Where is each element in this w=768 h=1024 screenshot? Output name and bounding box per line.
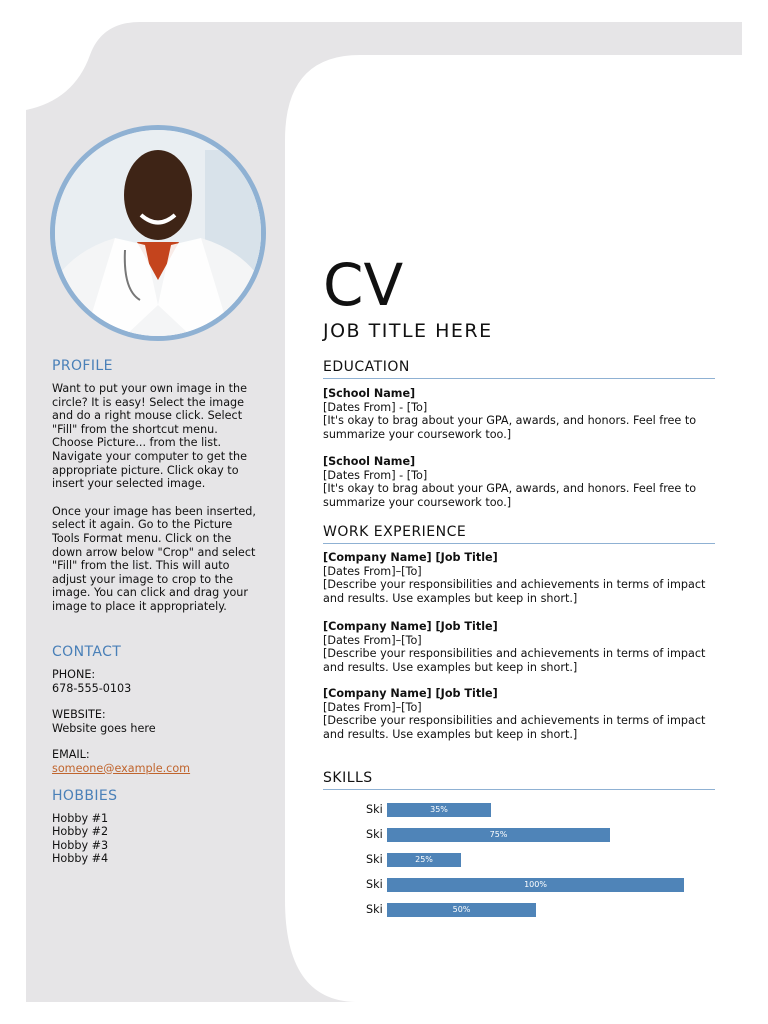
- education-desc: summarize your coursework too.]: [323, 495, 512, 509]
- work-desc: and results. Use examples but keep in short.]: [323, 591, 578, 605]
- skill-percent-label: 100%: [524, 880, 547, 889]
- hobby-item: Hobby #3: [52, 838, 109, 852]
- email-link[interactable]: someone@example.com: [52, 761, 191, 775]
- person-photo-icon: [55, 130, 261, 336]
- education-heading: EDUCATION: [323, 359, 715, 379]
- contact-email: [52, 748, 272, 776]
- website-label: WEBSITE:: [52, 707, 106, 721]
- skill-bar: [387, 803, 491, 817]
- work-desc: [Describe your responsibilities and achievements in terms of impact: [323, 647, 706, 661]
- school-name: [School Name]: [323, 455, 416, 468]
- phone-value: 678-555-0103: [52, 681, 132, 695]
- skill-row: [323, 802, 715, 817]
- school-name: [School Name]: [323, 387, 416, 400]
- company-job: [Company Name] [Job Title]: [323, 687, 498, 700]
- education-desc: [It's okay to brag about your GPA, awards, and honors. Feel free to: [323, 482, 697, 496]
- education-dates: [Dates From] - [To]: [323, 400, 428, 414]
- profile-heading: PROFILE: [52, 358, 113, 374]
- hobby-item: Hobby #2: [52, 825, 109, 839]
- skill-label: Ski: [366, 828, 383, 841]
- work-dates: [Dates From]–[To]: [323, 633, 422, 647]
- work-entry: [323, 620, 715, 674]
- education-desc: [It's okay to brag about your GPA, awards, and honors. Feel free to: [323, 414, 697, 428]
- skills-heading: SKILLS: [323, 770, 715, 790]
- skill-bar: [387, 828, 610, 842]
- hobby-item: Hobby #4: [52, 852, 109, 866]
- email-label: EMAIL:: [52, 747, 90, 761]
- skill-percent-label: 50%: [452, 905, 471, 914]
- skill-row: [323, 877, 715, 892]
- company-job: [Company Name] [Job Title]: [323, 620, 498, 633]
- job-title: JOB TITLE HERE: [323, 320, 493, 342]
- phone-label: PHONE:: [52, 667, 96, 681]
- skill-percent-label: 25%: [415, 855, 433, 864]
- contact-phone: [52, 668, 272, 696]
- skill-percent-label: 35%: [430, 805, 448, 814]
- skill-bar: [387, 853, 461, 867]
- hobbies-heading: HOBBIES: [52, 787, 118, 804]
- education-desc: summarize your coursework too.]: [323, 427, 512, 441]
- contact-website: [52, 708, 272, 736]
- work-desc: [Describe your responsibilities and achievements in terms of impact: [323, 578, 706, 592]
- contact-heading: CONTACT: [52, 643, 122, 660]
- work-heading: WORK EXPERIENCE: [323, 524, 715, 544]
- skill-row: [323, 827, 715, 842]
- work-dates: [Dates From]–[To]: [323, 700, 422, 714]
- education-entry: [323, 455, 715, 509]
- company-job: [Company Name] [Job Title]: [323, 551, 498, 564]
- skill-bar: [387, 878, 684, 892]
- sidebar: [52, 358, 272, 866]
- work-entry: [323, 687, 715, 741]
- education-entry: [323, 387, 715, 441]
- cv-title: CV: [323, 251, 404, 319]
- hobby-item: Hobby #1: [52, 811, 109, 825]
- skill-label: Ski: [366, 878, 383, 891]
- skill-label: Ski: [366, 803, 383, 816]
- profile-paragraph-2: Once your image has been inserted, select it again. Go to the Picture Tools Format menu. Click on the down arrow below "Crop" and select "Fill" from the list. This will auto adjust your image to crop to the image. You can click and drag your image to place it appropriately.: [52, 504, 256, 613]
- website-value: Website goes here: [52, 721, 156, 735]
- work-desc: [Describe your responsibilities and achievements in terms of impact: [323, 714, 706, 728]
- skill-row: [323, 902, 715, 917]
- profile-paragraph-1: Want to put your own image in the circle? It is easy! Select the image and do a right mouse click. Select "Fill" from the shortcut menu. Choose Picture... from the list. Navigate your computer to get the appropriate picture. Click okay to insert your selected image.: [52, 382, 248, 491]
- work-entry: [323, 551, 715, 605]
- education-dates: [Dates From] - [To]: [323, 468, 428, 482]
- skill-percent-label: 75%: [489, 830, 508, 839]
- skill-label: Ski: [366, 903, 383, 916]
- skill-bar: [387, 903, 536, 917]
- work-desc: and results. Use examples but keep in short.]: [323, 727, 578, 741]
- work-desc: and results. Use examples but keep in short.]: [323, 660, 578, 674]
- skill-row: [323, 852, 715, 867]
- profile-photo[interactable]: [50, 125, 266, 341]
- skill-label: Ski: [366, 853, 383, 866]
- work-dates: [Dates From]–[To]: [323, 564, 422, 578]
